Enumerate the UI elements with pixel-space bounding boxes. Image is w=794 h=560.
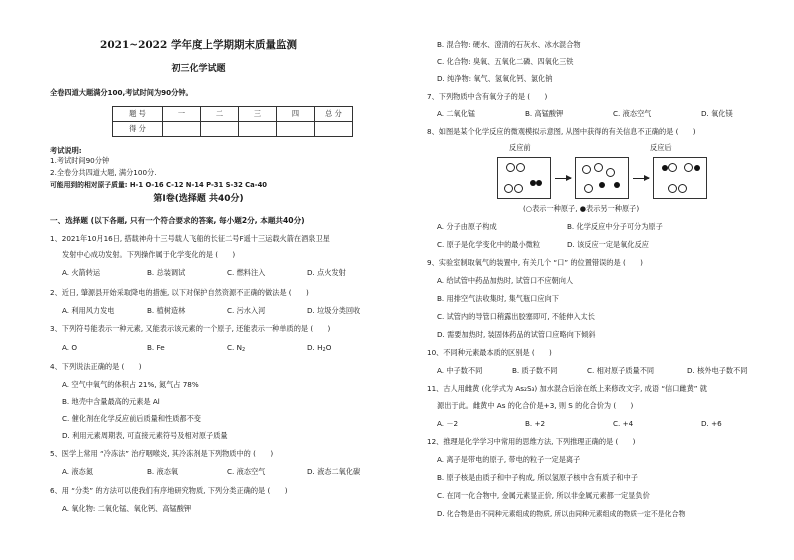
option[interactable]: B. 地壳中含量最高的元素是 Al — [62, 397, 160, 406]
option[interactable]: A. 液态氮 — [62, 467, 93, 476]
exam-title: 2021~2022 学年度上学期期末质量监测 — [100, 39, 297, 51]
question-1-cont: 发射中心成功发射。下列操作属于化学变化的是 ( ) — [62, 250, 236, 259]
question-1: 1、2021年10月16日, 搭载神舟十三号载人飞船的长征二号F遥十三运载火箭在酒泉卫星 — [50, 234, 330, 243]
question-8: 8、如图是某个化学反应的微观模拟示意图, 从图中获得的有关信息不正确的是 ( ) — [427, 127, 696, 136]
option[interactable]: C. 相对原子质量不同 — [587, 366, 655, 375]
option[interactable]: A. －2 — [437, 419, 459, 428]
option[interactable]: D. 需要加热时, 装固体药品的试管口应略向下倾斜 — [437, 330, 596, 339]
option[interactable]: D. 该反应一定是氧化反应 — [567, 240, 649, 249]
reaction-arrow — [555, 178, 571, 179]
score-table-score-row — [113, 122, 353, 137]
option[interactable]: B. 植树造林 — [147, 306, 186, 315]
score-cell: 总 分 — [315, 107, 353, 122]
option[interactable]: A. O — [62, 343, 78, 352]
score-cell: 三 — [239, 107, 277, 122]
option[interactable]: C. 化合物: 臭氧、五氧化二磷、四氧化三铁 — [437, 57, 574, 66]
option[interactable]: A. 分子由原子构成 — [437, 222, 497, 231]
question-2-options — [62, 306, 360, 316]
reaction-legend: (○表示一种原子, ●表示另一种原子) — [523, 204, 640, 213]
option[interactable]: A. 离子是带电的原子, 带电的粒子一定是离子 — [437, 455, 581, 464]
black-atom — [694, 165, 700, 171]
score-cell: 二 — [201, 107, 239, 122]
question-4: 4、下列说法正确的是 ( ) — [50, 362, 142, 371]
option[interactable]: B. 化学反应中分子可分为原子 — [567, 222, 663, 231]
exam-subtitle: 初三化学试题 — [171, 64, 226, 74]
option[interactable]: D. +6 — [701, 419, 722, 428]
score-cell: 四 — [277, 107, 315, 122]
question-9: 9、实验室制取氧气的装置中, 有关几个 “口” 的位置错误的是 ( ) — [427, 258, 643, 267]
question-5-options — [62, 467, 360, 477]
option[interactable]: B. 原子核是由质子和中子构成, 所以氢原子核中含有质子和中子 — [437, 473, 638, 482]
question-3-options — [62, 343, 331, 355]
option[interactable]: D. 垃圾分类回收 — [307, 306, 361, 315]
option[interactable]: D. 液态二氧化碳 — [307, 467, 361, 476]
black-atom — [599, 182, 605, 188]
option[interactable]: B. 液态氧 — [147, 467, 179, 476]
option[interactable]: C. 燃料注入 — [227, 268, 266, 277]
white-atom — [678, 184, 687, 193]
option[interactable]: B. Fe — [147, 343, 165, 352]
reaction-arrow — [633, 178, 649, 179]
question-7: 7、下列物质中含有氧分子的是 ( ) — [427, 92, 548, 101]
option[interactable]: A. 给试管中药品加热时, 试管口不应朝向人 — [437, 276, 574, 285]
score-input-cell[interactable] — [277, 122, 315, 137]
question-7-options — [437, 109, 733, 119]
option[interactable]: D. 化合物是由不同种元素组成的物质, 所以由同种元素组成的物质一定不是化合物 — [437, 510, 686, 518]
white-atom — [514, 184, 523, 193]
option[interactable]: C. +4 — [613, 419, 634, 428]
question-11-cont: 源出于此。雌黄中 As 的化合价是+3, 则 S 的化合价为 ( ) — [437, 401, 634, 410]
option[interactable]: A. 火箭转运 — [62, 268, 101, 277]
option[interactable]: B. 质子数不同 — [512, 366, 558, 375]
option[interactable]: D. 点火发射 — [307, 268, 346, 277]
option[interactable]: A. 空气中氧气的体积占 21%, 氮气占 78% — [62, 380, 199, 389]
question-11-options — [437, 419, 722, 429]
question-3: 3、下列符号能表示一种元素, 又能表示该元素的一个原子, 还能表示一种单质的是 ( ) — [50, 324, 331, 333]
score-table — [112, 106, 353, 137]
atomic-mass-line: 可能用到的相对原子质量: H-1 O-16 C-12 N-14 P-31 S-32 Ca-40 — [50, 181, 268, 189]
option[interactable]: D. 氧化镁 — [701, 109, 733, 118]
option[interactable]: B. 高锰酸钾 — [525, 109, 564, 118]
option[interactable]: A. 中子数不同 — [437, 366, 483, 375]
reaction-box-before — [497, 157, 551, 199]
question-10-options — [437, 366, 747, 376]
white-atom — [668, 184, 677, 193]
score-cell: 题 号 — [113, 107, 163, 122]
option[interactable]: A. 氧化物: 二氧化锰、氧化钙、高锰酸钾 — [62, 504, 192, 513]
part-one-title: 第Ⅰ卷(选择题 共40分) — [153, 194, 244, 204]
option[interactable]: B. +2 — [525, 419, 546, 428]
score-input-cell[interactable] — [315, 122, 353, 137]
black-atom — [614, 182, 620, 188]
question-2: 2、近日, 肇源县开始采取降电的措施, 以下对保护自然资源不正确的做法是 ( ) — [50, 288, 309, 297]
exam-notice: 全卷四道大题满分100,考试时间为90分钟。 — [50, 88, 193, 97]
score-cell: 一 — [163, 107, 201, 122]
question-8-options-row1 — [437, 222, 663, 232]
option[interactable]: B. 总装调试 — [147, 268, 186, 277]
white-atom — [584, 184, 593, 193]
question-11: 11、古人用雌黄 (化学式为 As₂S₃) 加水混合后涂在纸上来修改文字, 成语 “信口雌黄” 就 — [427, 384, 707, 393]
reaction-before-label: 反应前 — [509, 143, 531, 152]
right-page — [397, 0, 794, 560]
option[interactable]: D. 核外电子数不同 — [687, 366, 748, 375]
white-atom — [684, 163, 693, 172]
option[interactable]: C. 液态空气 — [227, 467, 266, 476]
score-input-cell[interactable] — [201, 122, 239, 137]
score-input-cell[interactable] — [163, 122, 201, 137]
option[interactable]: C. 在同一化合物中, 金属元素显正价, 所以非金属元素都一定显负价 — [437, 491, 650, 500]
option[interactable]: A. 二氧化锰 — [437, 109, 476, 118]
reaction-after-label: 反应后 — [650, 143, 672, 152]
option[interactable]: C. 液态空气 — [613, 109, 652, 118]
question-12: 12、推理是化学学习中常用的思维方法, 下列推理正确的是 ( ) — [427, 437, 636, 446]
option[interactable]: C. N2 — [227, 343, 246, 353]
white-atom — [606, 168, 615, 177]
question-10: 10、不同种元素最本质的区别是 ( ) — [427, 348, 552, 357]
option[interactable]: C. 试管内的导管口稍露出胶塞即可, 不能伸入太长 — [437, 312, 595, 321]
white-atom — [594, 163, 603, 172]
option[interactable]: D. H2O — [307, 343, 332, 353]
question-8-options-row2 — [437, 240, 649, 250]
white-atom — [516, 163, 525, 172]
white-atom — [582, 165, 591, 174]
black-atom — [536, 180, 542, 186]
white-atom — [504, 184, 513, 193]
option[interactable]: C. 原子是化学变化中的最小微粒 — [437, 240, 541, 249]
question-5: 5、医学上常用 “冷冻法” 治疗咽喉炎, 其冷冻剂是下列物质中的 ( ) — [50, 449, 274, 458]
instructions-heading: 考试说明: — [50, 146, 82, 155]
section-one-heading: 一、选择题 (以下各题, 只有一个符合要求的答案, 每小题2分, 本题共40分) — [50, 216, 305, 225]
option[interactable]: B. 用排空气法收集时, 集气瓶口应向下 — [437, 294, 559, 303]
option[interactable]: D. 纯净物: 氧气、氢氧化钙、氯化钠 — [437, 74, 553, 83]
score-input-cell[interactable] — [239, 122, 277, 137]
reaction-box-middle — [575, 157, 629, 199]
instruction-line: 2.全卷分共四道大题, 满分100分. — [50, 168, 157, 177]
score-cell: 得 分 — [113, 122, 163, 137]
reaction-box-after — [653, 157, 707, 199]
option[interactable]: B. 混合物: 硬水、澄清的石灰水、冰水混合物 — [437, 40, 581, 49]
option[interactable]: C. 污水入河 — [227, 306, 266, 315]
option[interactable]: A. 利用风力发电 — [62, 306, 115, 315]
question-6: 6、用 “分类” 的方法可以使我们有序地研究物质, 下列分类正确的是 ( ) — [50, 486, 288, 495]
white-atom — [668, 163, 677, 172]
score-table-header-row — [113, 107, 353, 122]
option[interactable]: D. 利用元素周期表, 可直接元素符号及相对原子质量 — [62, 431, 228, 440]
white-atom — [506, 163, 515, 172]
question-1-options — [62, 268, 346, 278]
option[interactable]: C. 催化剂在化学反应前后质量和性质都不变 — [62, 414, 201, 423]
instruction-line: 1.考试时间90分钟 — [50, 156, 110, 165]
